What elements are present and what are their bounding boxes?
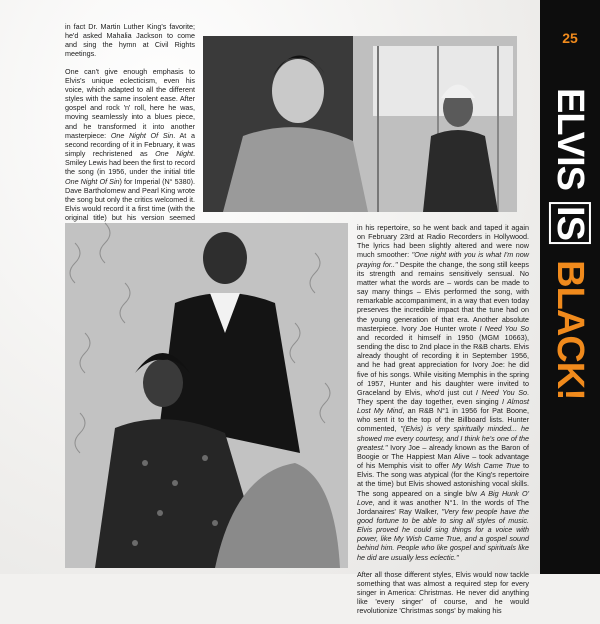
photo-ivory-joe-hunter-and-daughter	[65, 223, 348, 568]
paragraph: After all those different styles, Elvis would now tackle something that was almost a required step for every singer in America: Christmas. He never did anything like 'every singer' of course, and he would revolutionize 'Christmas songs' by making his	[357, 569, 529, 616]
paragraph: in fact Dr. Martin Luther King's favorite; he'd asked Mahalia Jackson to come and sing the hymn at Civil Rights meetings.	[65, 22, 195, 59]
page-number: 25	[562, 30, 578, 46]
chapter-title	[540, 84, 600, 400]
paragraph: One can't give enough emphasis to Elvis's unique eclecticism, even his voice, which adapted to all the different styles with the same insolent ease. After gospel and rock 'n' roll, here he was, moving seamlessly into a blues piece, and he transformed it into another masterpiece: One Night Of Sin. At a second recording of it in February, it was simply rechristened as One Night. Smiley Lewis had been the first to record the song (in 1956, under the initial title One Night Of Sin) for Imperial (N° 5380). Dave Bartholomew and Pearl King wrote the song but only the critics welcomed it. Elvis would record it a first time (with the original title) but his version seemed	[65, 66, 195, 223]
title-word-is: IS	[549, 202, 591, 244]
chapter-sidebar	[540, 0, 600, 574]
title-word-black: BLACK!	[549, 260, 592, 400]
paragraph: in his repertoire, so he went back and taped it again on February 23rd at Radio Recorders in Hollywood. The lyrics had been slightly altered and were now much smoother: "One night with you is what I'm now praying for.." Despite the change, the song still keeps its strength and remains sensitively sensual. No matter what the words are – words can be made to say many things – Elvis performed the song, with remarkable accompaniment, in a way that even today preserves the incredible impact that the tune had on the young generation of that era. Another absolute masterpiece. Ivory Joe Hunter wrote I Need You So and recorded it himself in 1950 (MGM 10663), sending the disc to 2nd place in the R&B charts. Elvis already thought of recording it in September 1956, and he had great appreciation for Ivory Joe: he did five of his songs. While visiting Memphis in the spring of 1957, Hunter and his daughter were invited to Graceland by Elvis, who'd just cut I Need You So. They spent the day together, even singing I Almost Lost My Mind, an R&B N°1 in 1956 for Pat Boone, who sent it to the top of the Billboard lists. Hunter commented, "(Elvis) is very spiritually minded... he showed me every courtesy, and I think he's one of the greatest." Ivory Joe – already known as the Baron of Boogie or The Happiest Man Alive – took advantage of his Memphis visit to offer My Wish Came True to Elvis. The song was atypical (for the King's repertoire at the time) but Elvis showed astonishing vocal skills. The song appeared on a single b/w A Big Hunk O' Love, and it was another N°1. In the words of The Jordanaires' Ray Walker, "Very few people have the good fortune to be able to sing all styles of music. Elvis proved he could sing things for a voice with power, like My Wish Came True, and a gospel sound behind him. People who like gospel and spirituals like he did are usually less eclectic."	[357, 223, 530, 562]
article-column-right	[357, 223, 529, 624]
photo-elvis-and-singer	[203, 36, 517, 212]
title-word-elvis: ELVIS	[549, 88, 591, 190]
